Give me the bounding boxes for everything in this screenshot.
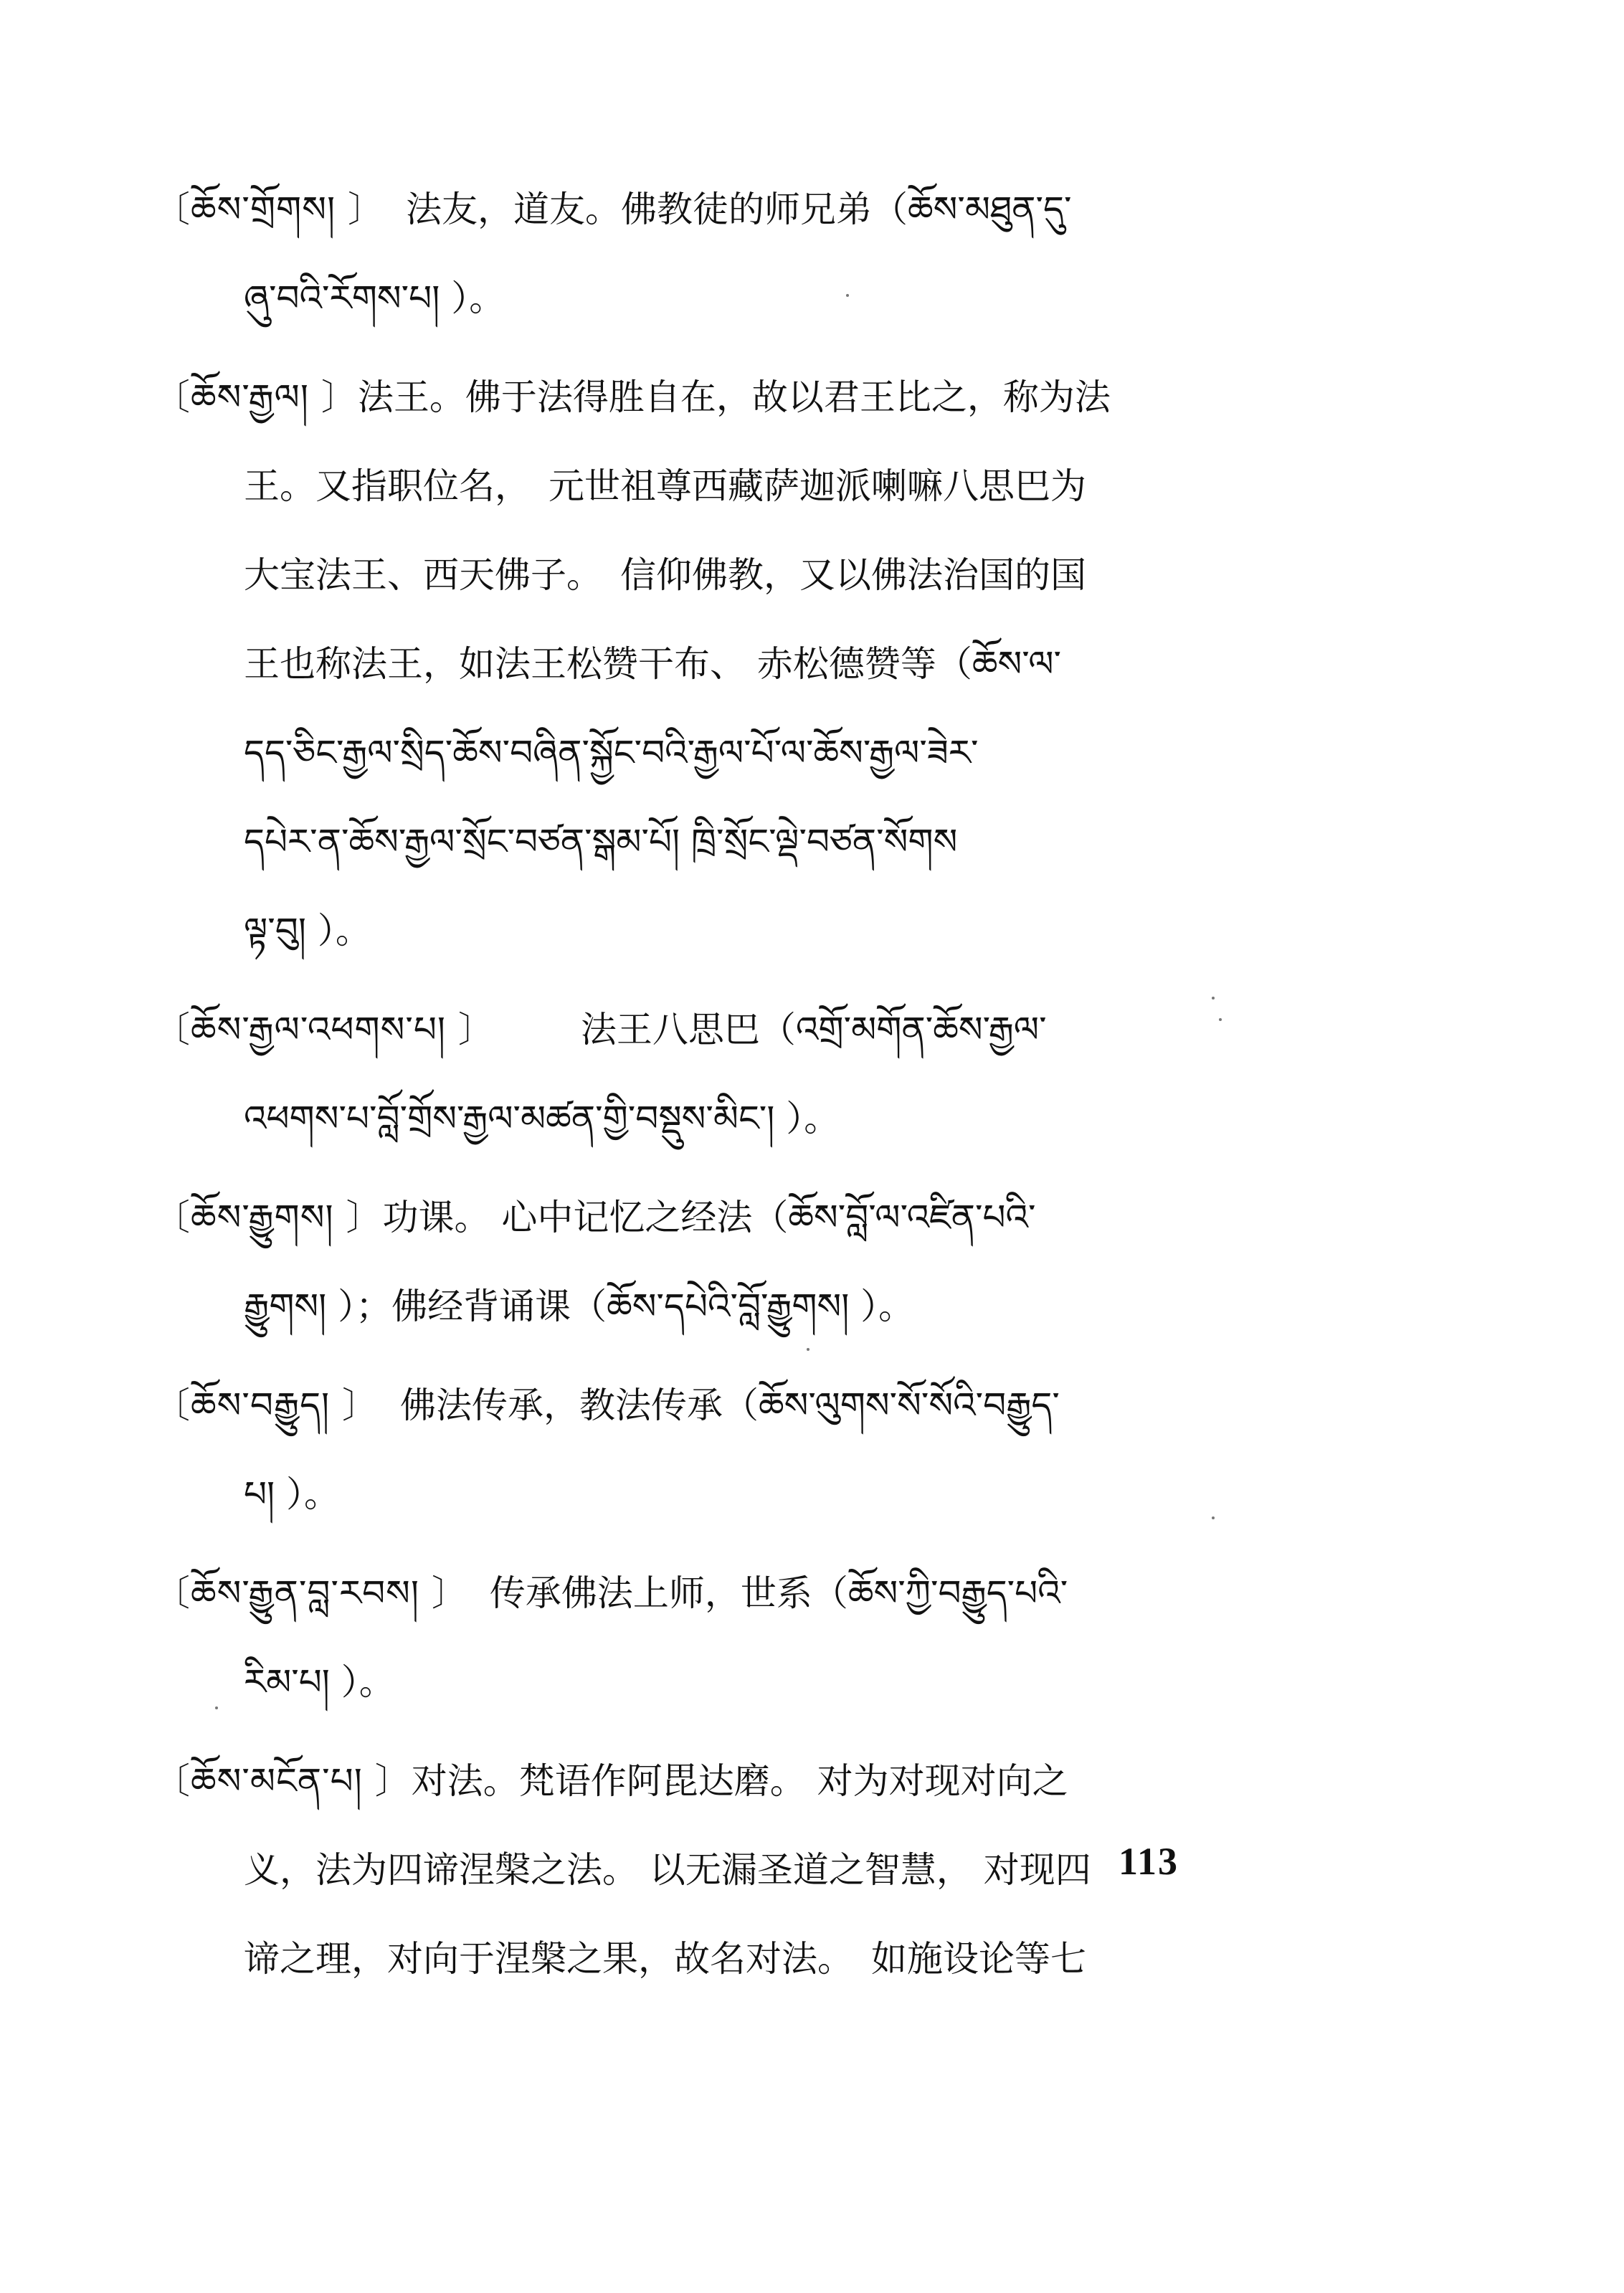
entry-text: 功课。 心中记忆之经法（ཆོས་བློ་ལ་འཛིན་པའི་: [382, 1197, 1036, 1238]
entry-first-line: [154, 985, 1244, 1074]
entry-text: ལྟ་བུ། ）。: [244, 910, 371, 951]
entry-first-line: [154, 1173, 1244, 1262]
entry-text: 王也称法王，如法王松赞干布、 赤松德赞等（ཆོས་ལ་: [244, 643, 1062, 685]
dictionary-entry: [154, 1361, 1244, 1539]
entry-text: འཕགས་པ་བློ་གྲོས་རྒྱལ་མཚན་གྱི་བསྡུས་མིང་། ）。: [244, 1098, 840, 1139]
page-number: 113: [1119, 1840, 1179, 1883]
entry-headword: 〔ཆོས་མངོན་པ། 〕: [154, 1760, 412, 1802]
entry-headword: 〔ཆོས་བརྒྱུད། 〕: [154, 1385, 379, 1426]
entry-first-line: [154, 353, 1244, 442]
dictionary-entry: [154, 165, 1244, 343]
entry-text: 义，法为四谛涅槃之法。 以无漏圣道之智慧， 对现四: [244, 1849, 1091, 1891]
entry-first-line: [154, 165, 1244, 254]
dictionary-entries: [154, 165, 1244, 2013]
entry-headword: 〔ཆོས་རྒྱུགས། 〕: [154, 1197, 383, 1238]
entry-text: 大宝法王、西天佛子。 信仰佛教，又以佛法治国的国: [244, 554, 1086, 596]
entry-text: 法王八思巴（འགྲོ་མགོན་ཆོས་རྒྱལ་: [580, 1009, 1047, 1050]
entry-text: 佛法传承，教法传承（ཆོས་ལུགས་སོ་སོའི་བརྒྱུད་: [400, 1385, 1060, 1426]
entry-headword: 〔ཆོས་རྒྱལ། 〕: [154, 376, 358, 418]
dictionary-entry: [154, 353, 1244, 975]
scan-speck: [846, 294, 849, 297]
dictionary-entry: [154, 1549, 1244, 1727]
entry-first-line: [154, 1361, 1244, 1450]
entry-text: 传承佛法上师，世系（ཆོས་ཀྱི་བརྒྱུད་པའི་: [489, 1572, 1068, 1614]
scan-speck: [807, 1348, 809, 1351]
entry-text: པ། ）。: [244, 1473, 341, 1515]
entry-headword: 〔ཆོས་རྒྱལ་འཕགས་པ། 〕: [154, 1009, 495, 1050]
entry-text: 法王。佛于法得胜自在，故以君王比之，称为法: [357, 376, 1111, 418]
entry-text: ཞུ་བའི་རོགས་པ། ）。: [244, 277, 505, 319]
entry-text: དཔེར་ན་ཆོས་རྒྱལ་སྲོང་བཙན་སྒམ་པོ། ཁྲི་སྲོང་ལྡེ་བཙན་སོགས: [244, 821, 958, 863]
scan-speck: [1212, 997, 1215, 1000]
entry-text: དད་ཅིང་རྒྱལ་སྲིད་ཆོས་བཞིན་སྐྱོང་བའི་རྒྱལ་པོ་ལ་ཆོས་རྒྱལ་ཟེར་: [244, 732, 979, 774]
scan-speck: [1212, 1516, 1215, 1519]
dictionary-entry: [154, 985, 1244, 1163]
entry-headword: 〔ཆོས་རྒྱུན་བླ་རབས། 〕: [154, 1572, 468, 1614]
scan-speck: [1219, 1018, 1222, 1021]
entry-text: 对法。梵语作阿毘达磨。 对为对现对向之: [411, 1760, 1068, 1802]
scan-speck: [215, 1706, 218, 1709]
entry-first-line: [154, 1549, 1244, 1638]
entry-text: རྒྱུགས། ）；佛经背诵课（ཆོས་དཔེའི་བློ་རྒྱུགས། ）。: [244, 1286, 915, 1327]
entry-first-line: [154, 1737, 1244, 1826]
entry-text: 王。又指职位名， 元世祖尊西藏萨迦派喇嘛八思巴为: [244, 465, 1086, 507]
entry-headword: 〔ཆོས་གྲོགས། 〕: [154, 189, 384, 230]
dictionary-entry: [154, 1173, 1244, 1351]
entry-text: རིམ་པ། ）。: [244, 1661, 395, 1703]
entry-text: 谛之理，对向于涅槃之果，故名对法。 如施设论等七: [244, 1938, 1086, 1980]
entry-text: 法友，道友。佛教徒的师兄弟（ཆོས་མཐུན་དུ་: [406, 189, 1072, 230]
dictionary-entry: [154, 1737, 1244, 2003]
